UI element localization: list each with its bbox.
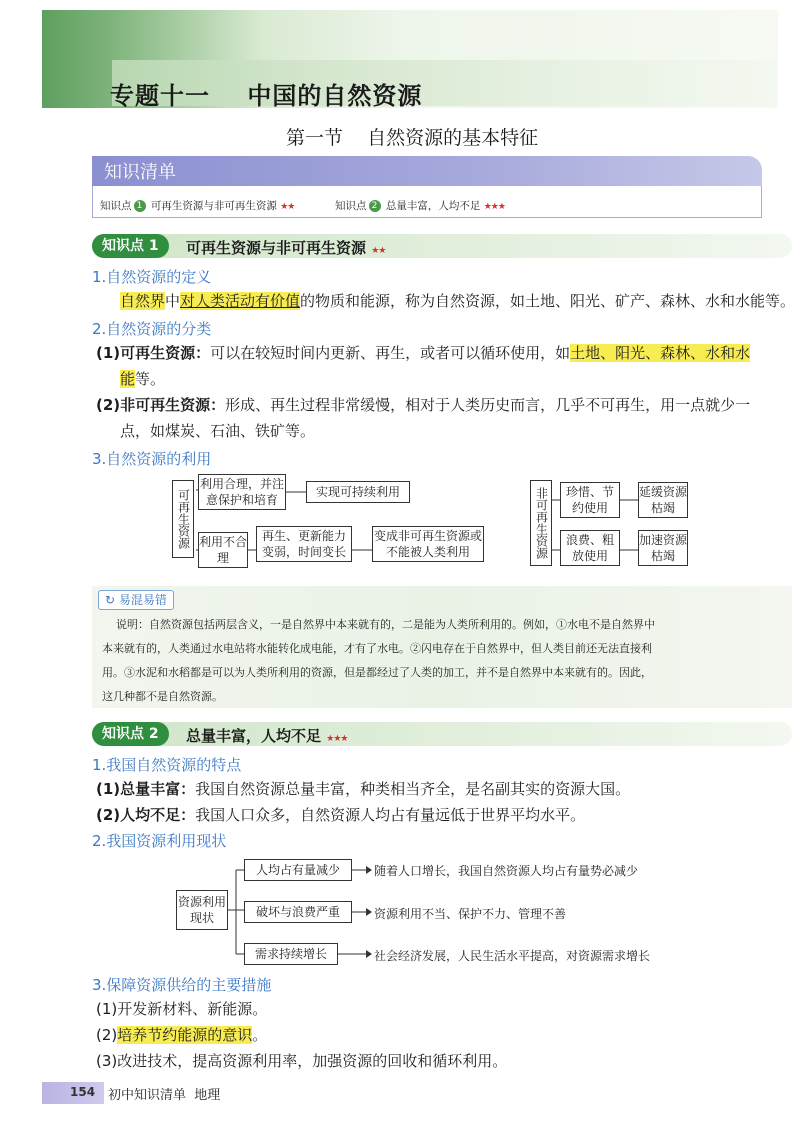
nonrenewable-definition: (2)非可再生资源：形成、再生过程非常缓慢，相对于人类历史而言，几乎不可再生，用一点就少一 xyxy=(96,396,751,414)
diagram1-box: 珍惜、节约使用 xyxy=(560,482,620,518)
confusion-line: 本来就有的，人类通过水电站将水能转化成电能，才有了水电。②闪电存在于自然界中，但人类目前还无法直接利 xyxy=(102,642,652,655)
diagram1-box: 延缓资源枯竭 xyxy=(638,482,688,518)
measure-item: (3)改进技术，提高资源利用率，加强资源的回收和循环利用。 xyxy=(96,1052,508,1070)
nonrenewable-definition-cont: 点，如煤炭、石油、铁矿等。 xyxy=(120,422,316,440)
diagram1-box: 加速资源枯竭 xyxy=(638,530,688,566)
confusion-line: 这几种都不是自然资源。 xyxy=(102,690,223,703)
knowledge-list-header xyxy=(92,156,762,186)
section-title: 第一节 自然资源的基本特征 xyxy=(286,127,539,149)
confusion-tag: ↻ 易混易错 xyxy=(98,590,174,610)
diagram2-box: 人均占有量减少 xyxy=(244,859,352,881)
kp2-heading-2: 2.我国资源利用现状 xyxy=(92,832,227,850)
diagram2-note: 社会经济发展，人民生活水平提高，对资源需求增长 xyxy=(374,949,651,963)
stars-icon: ★★ xyxy=(371,246,386,256)
kp-title: 总量丰富，人均不足 xyxy=(385,200,481,212)
kp-prefix: 知识点 xyxy=(335,200,367,212)
chapter-title: 专题十一 中国的自然资源 xyxy=(110,82,423,110)
diagram1-box: 浪费、粗放使用 xyxy=(560,530,620,566)
diagram1-box: 利用合理，并注意保护和培育 xyxy=(198,474,286,510)
measure-item: (2)培养节约能源的意识。 xyxy=(96,1026,268,1044)
diagram2-note: 随着人口增长，我国自然资源人均占有量势必减少 xyxy=(374,864,639,878)
footer-text: 初中知识清单 地理 xyxy=(108,1088,221,1103)
diagram1-box: 再生、更新能力变弱，时间变长 xyxy=(256,526,352,562)
page-number: 154 xyxy=(70,1085,96,1099)
renewable-definition: (1)可再生资源：可以在较短时间内更新、再生，或者可以循环使用，如土地、阳光、森林、水和水 xyxy=(96,344,751,362)
diagram1-box: 利用不合理 xyxy=(198,532,248,568)
renewable-definition-cont: 能等。 xyxy=(120,370,166,388)
diagram2-box: 破坏与浪费严重 xyxy=(244,901,352,923)
confusion-line: 用。③水泥和水稻都是可以为人类所利用的资源，但是都经过了人类的加工，并不是自然界中本来就有的。因此， xyxy=(102,666,652,679)
knowledge-list-item[interactable] xyxy=(335,198,505,213)
kp1-heading-3: 3.自然资源的利用 xyxy=(92,450,212,468)
stars-icon: ★★★ xyxy=(483,202,505,212)
kp-title: 可再生资源与非可再生资源 xyxy=(150,200,277,212)
renewable-root-box: 可再生资源 xyxy=(172,480,194,558)
diagram2-root-box: 资源利用现状 xyxy=(176,890,228,930)
kp1-heading-1: 1.自然资源的定义 xyxy=(92,268,212,286)
knowledge-list-item[interactable] xyxy=(100,198,294,213)
kp2-pill: 知识点 2 xyxy=(92,722,169,746)
kp2-heading-3: 3.保障资源供给的主要措施 xyxy=(92,976,272,994)
feature-total: (1)总量丰富：我国自然资源总量丰富，种类相当齐全，是名副其实的资源大国。 xyxy=(96,780,631,798)
measure-item: (1)开发新材料、新能源。 xyxy=(96,1000,268,1018)
feature-per-capita: (2)人均不足：我国人口众多，自然资源人均占有量远低于世界平均水平。 xyxy=(96,806,586,824)
kp2-heading-1: 1.我国自然资源的特点 xyxy=(92,756,242,774)
confusion-icon: ↻ xyxy=(105,593,116,607)
kp2-title: 总量丰富，人均不足 ★★★ xyxy=(186,727,348,745)
kp1-definition: 自然界中对人类活动有价值的物质和能源，称为自然资源，如土地、阳光、矿产、森林、水和水能等。 xyxy=(120,292,796,310)
kp1-title: 可再生资源与非可再生资源 ★★ xyxy=(186,239,386,257)
diagram2-box: 需求持续增长 xyxy=(244,943,338,965)
diagram2-note: 资源利用不当、保护不力、管理不善 xyxy=(374,907,567,921)
kp1-heading-2: 2.自然资源的分类 xyxy=(92,320,212,338)
kp-number-badge: 1 xyxy=(134,200,146,212)
confusion-line: 说明：自然资源包括两层含义，一是自然界中本来就有的，二是能为人类所利用的。例如，①水电不是自然界中 xyxy=(116,618,655,631)
kp-number-badge: 2 xyxy=(369,200,381,212)
stars-icon: ★★★ xyxy=(326,734,348,744)
knowledge-list-title: 知识清单 xyxy=(104,162,176,183)
kp-prefix: 知识点 xyxy=(100,200,132,212)
diagram1-box: 变成非可再生资源或不能被人类利用 xyxy=(372,526,484,562)
stars-icon: ★★ xyxy=(280,202,295,212)
kp1-pill: 知识点 1 xyxy=(92,234,169,258)
diagram1-box: 实现可持续利用 xyxy=(306,481,410,503)
nonrenewable-root-box: 非可再生资源 xyxy=(530,480,552,566)
